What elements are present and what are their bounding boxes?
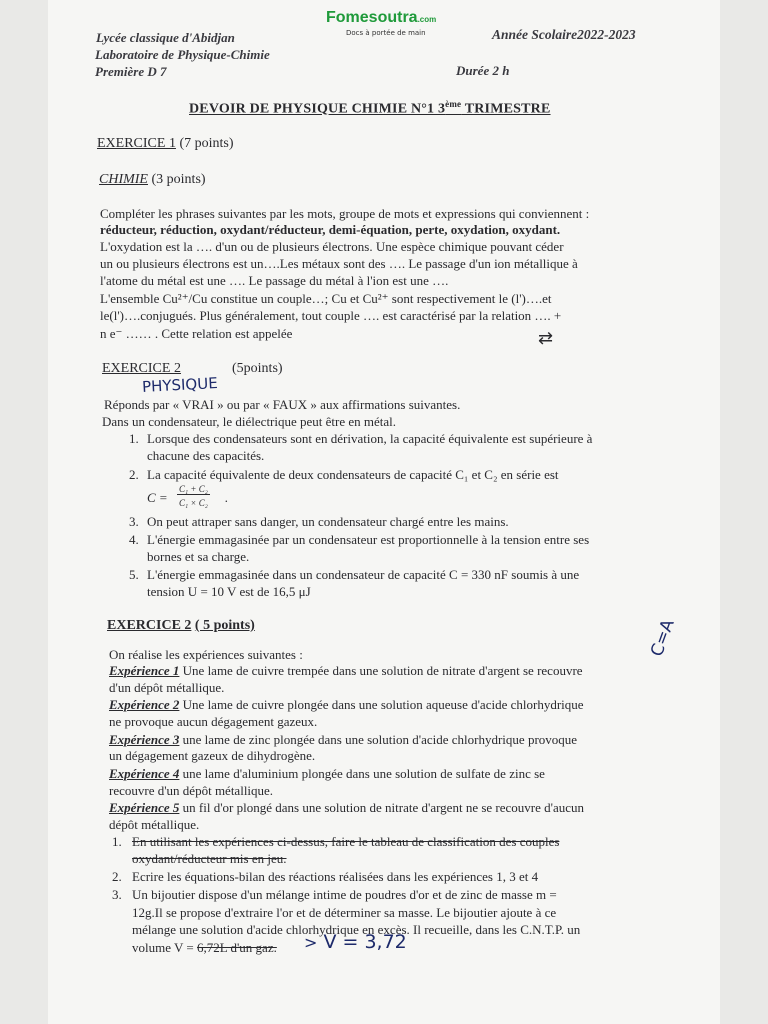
ex2-item-number: 2. [129, 467, 139, 482]
handwritten-physique: PHYSIQUE [141, 374, 219, 396]
experience-text-cont: recouvre d'un dépôt métallique. [109, 783, 274, 798]
ex2-item-number: 5. [129, 567, 139, 582]
experience-text-cont: d'un dépôt métallique. [109, 680, 225, 695]
ex1-line: L'oxydation est la …. d'un ou de plusieurs électrons. Une espèce chimique pouvant céder [100, 239, 564, 254]
experience-line [109, 696, 584, 713]
experience-line [109, 662, 583, 679]
school-year: Année Scolaire2022-2023 [492, 27, 636, 42]
equilibrium-arrow: ⇄ [538, 328, 554, 348]
ex1-line: L'ensemble Cu²⁺/Cu constitue un couple…; Cu et Cu²⁺ sont respectivement le (l')….et [100, 291, 552, 306]
question-number: 3. [112, 887, 122, 902]
exercise-1-points: (7 points) [175, 136, 234, 151]
ex2-item-number: 3. [129, 514, 139, 529]
ex2-instruction: Réponds par « VRAI » ou par « FAUX » aux affirmations suivantes. [104, 397, 461, 412]
exercise-1-heading [97, 136, 234, 152]
handwritten-volume-value: V = 3,72 [323, 931, 407, 953]
question-3-text: 12g.Il se propose d'extraire l'or et de déterminer sa masse. Le bijoutier ajoute à ce [132, 905, 557, 920]
site-logo [326, 9, 436, 27]
question-1-struck-cont: oxydant/réducteur mis en jeu. [132, 851, 287, 866]
ex2-item-text: La capacité équivalente de deux condensateurs de capacité C₁ et C₂ en série est [147, 467, 559, 482]
experience-text: une lame d'aluminium plongée dans une solution de sulfate de zinc se [179, 766, 545, 781]
chimie-label: CHIMIE [99, 172, 148, 187]
handwritten-volume: > V = 3,72 [304, 931, 407, 953]
experience-text: Une lame de cuivre plongée dans une solution aqueuse d'acide chlorhydrique [179, 697, 584, 712]
title-sup: ème [445, 99, 462, 109]
logo-suffix: .com [417, 15, 437, 24]
question-number: 1. [112, 834, 122, 849]
ex1-line: un ou plusieurs électrons est un….Les métaux sont des …. Le passage d'un ion métallique à [100, 256, 578, 271]
duration: Durée 2 h [456, 63, 510, 78]
margin-handwriting: C=A [647, 616, 679, 660]
ex1-line: n e⁻ …… . Cette relation est appelée [100, 326, 293, 341]
experience-label: Expérience 4 [109, 766, 180, 781]
logo-tagline: Docs à portée de main [346, 29, 426, 37]
experience-text-cont: dépôt métallique. [109, 817, 200, 832]
experience-line [109, 799, 584, 816]
ex2-context: Dans un condensateur, le diélectrique peut être en métal. [102, 414, 397, 429]
question-1-struck: En utilisant les expériences ci-dessus, faire le tableau de classification des couples [132, 834, 560, 849]
document-page [48, 0, 720, 1024]
ex2-item-text: Lorsque des condensateurs sont en dérivation, la capacité équivalente est supérieure à [147, 431, 593, 446]
class-name: Première D 7 [95, 64, 167, 79]
exercise-3-heading [107, 618, 255, 634]
question-3-text: mélange une solution d'acide chlorhydrique en excès. Il recueille, dans les C.N.T.P. un [132, 922, 581, 937]
exercise-2-label: EXERCICE 2 [102, 361, 181, 376]
ex2-item-number: 4. [129, 532, 139, 547]
chimie-heading [99, 172, 206, 188]
ex2-item-text: bornes et sa charge. [147, 549, 250, 564]
ex2-item-text: L'énergie emmagasinée dans un condensateur de capacité C = 330 nF soumis à une [147, 567, 580, 582]
ex1-line: le(l')….conjugués. Plus généralement, tout couple …. est caractérisé par la relation …. + [100, 308, 562, 323]
formula-numerator: C₁ + C₂ [179, 484, 208, 494]
formula-denominator: C₁ × C₂ [179, 498, 208, 508]
question-number: 2. [112, 869, 122, 884]
experience-line [109, 765, 545, 782]
experience-text: une lame de zinc plongée dans une solution d'acide chlorhydrique provoque [179, 732, 578, 747]
experience-label: Expérience 2 [109, 697, 180, 712]
ex1-word-list: réducteur, réduction, oxydant/réducteur, demi-équation, perte, oxydation, oxydant. [100, 222, 561, 237]
exercise-1-label: EXERCICE 1 [97, 136, 176, 151]
formula-lhs: C = [147, 490, 168, 505]
question-3-volume-label: volume V = [132, 940, 197, 955]
ex2-item-number: 1. [129, 431, 139, 446]
ex1-intro: Compléter les phrases suivantes par les mots, groupe de mots et expressions qui conviennent : [100, 206, 590, 221]
experience-text-cont: ne provoque aucun dégagement gazeux. [109, 714, 318, 729]
exercise-3-label: EXERCICE 2 [107, 618, 192, 633]
exercise-2-points: (5points) [232, 361, 283, 376]
experience-label: Expérience 3 [109, 732, 180, 747]
title-main: DEVOIR DE PHYSIQUE CHIMIE N°1 3 [189, 101, 446, 117]
question-3-struck-volume: 6,72L d'un gaz. [197, 940, 277, 955]
ex2-item-text: L'énergie emmagasinée par un condensateur est proportionnelle à la tension entre ses [147, 532, 590, 547]
question-3-text: Un bijoutier dispose d'un mélange intime de poudres d'or et de zinc de masse m = [132, 887, 557, 902]
experience-text-cont: un dégagement gazeux de dihydrogène. [109, 748, 316, 763]
ex2-item-text: chacune des capacités. [147, 448, 265, 463]
lab-name: Laboratoire de Physique-Chimie [95, 47, 270, 62]
question-3-last-line [132, 939, 277, 956]
school-name: Lycée classique d'Abidjan [96, 30, 235, 45]
formula-end: . [225, 490, 229, 505]
experience-text: un fil d'or plongé dans une solution de nitrate d'argent ne se recouvre d'aucun [179, 800, 585, 815]
exercise-3-points: ( 5 points) [194, 618, 255, 633]
title-end: TRIMESTRE [461, 101, 551, 117]
experience-line [109, 731, 577, 748]
logo-text: Fomesoutra [326, 9, 418, 26]
experience-label: Expérience 5 [109, 800, 180, 815]
experience-label: Expérience 1 [109, 663, 180, 678]
ex2-item-text: On peut attraper sans danger, un condensateur chargé entre les mains. [147, 514, 509, 529]
ex3-intro: On réalise les expériences suivantes : [109, 647, 303, 662]
ex2-item-text: tension U = 10 V est de 16,5 μJ [147, 584, 311, 599]
chimie-points: (3 points) [148, 172, 206, 187]
experience-text: Une lame de cuivre trempée dans une solution de nitrate d'argent se recouvre [179, 663, 583, 678]
question-2-text: Ecrire les équations-bilan des réactions réalisées dans les expériences 1, 3 et 4 [132, 869, 539, 884]
exercise-2-heading [102, 361, 181, 377]
ex1-line: l'atome du métal est une …. Le passage du métal à l'ion est une …. [100, 273, 449, 288]
page-title [189, 99, 551, 118]
